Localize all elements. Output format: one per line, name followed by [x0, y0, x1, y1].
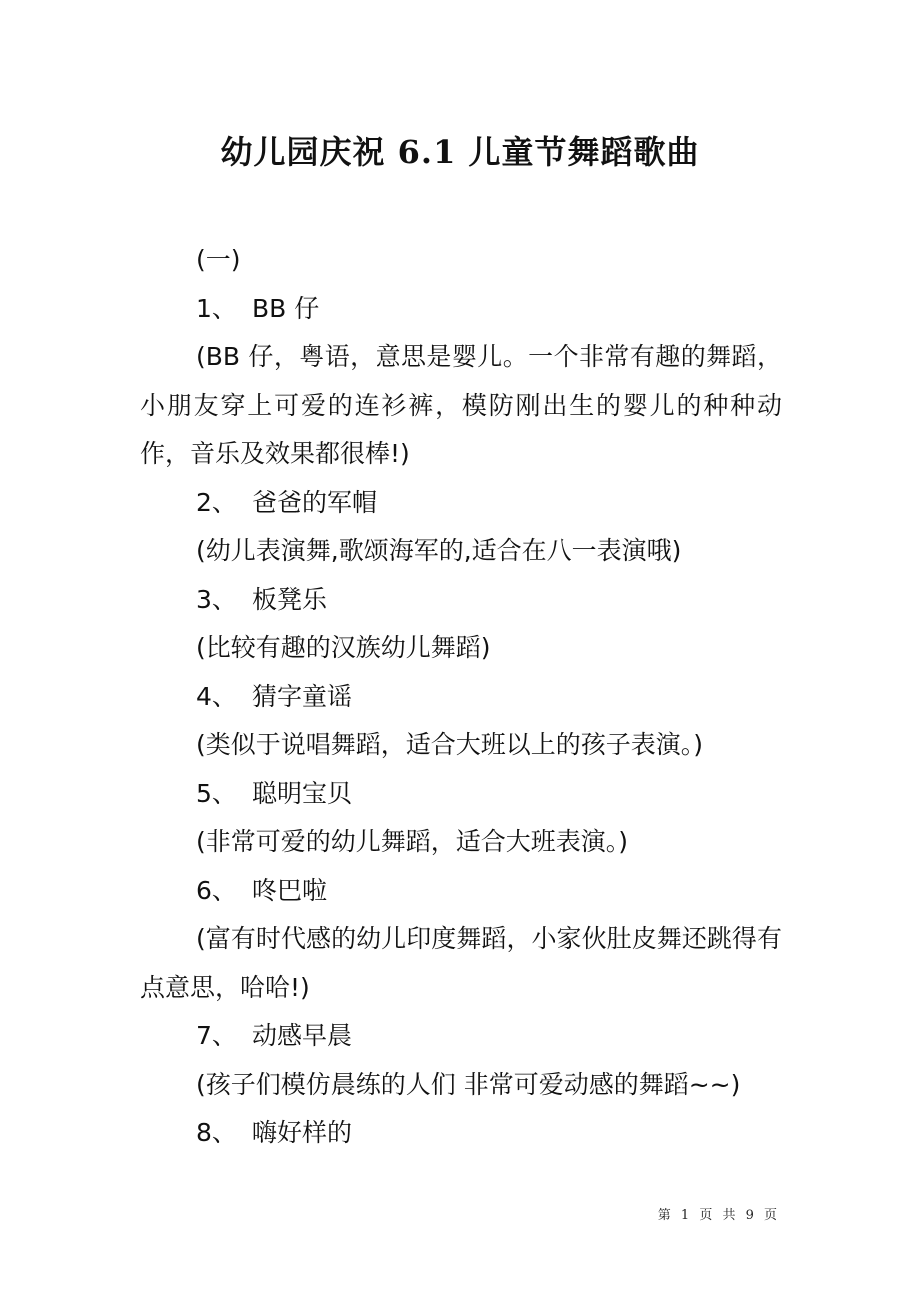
item-number: 2、 [196, 487, 237, 517]
item-description: (非常可爱的幼儿舞蹈，适合大班表演。) [196, 827, 629, 856]
item-description: (幼儿表演舞,歌颂海军的,适合在八一表演哦) [196, 536, 682, 565]
item-number: 8、 [196, 1118, 237, 1147]
item-name: 嗨好样的 [252, 1118, 353, 1147]
item-name: BB 仔 [252, 293, 320, 323]
section-label: (一) [196, 245, 241, 274]
item-description: (BB 仔，粤语，意思是婴儿。一个非常有趣的舞蹈，小朋友穿上可爱的连衫裤，模防刚出生的婴儿的种种动作，音乐及效果都很棒!) [140, 342, 782, 468]
item-number: 5、 [196, 778, 237, 808]
item-number: 6、 [196, 875, 237, 905]
item-name: 板凳乐 [252, 584, 328, 614]
item-name: 咚巴啦 [252, 875, 328, 905]
list-item-title [140, 1012, 782, 1061]
list-item-title [140, 479, 782, 528]
item-number: 7、 [196, 1021, 237, 1050]
item-number: 1、 [196, 293, 237, 323]
item-name: 聪明宝贝 [252, 778, 353, 808]
list-item-title [140, 285, 782, 334]
list-item-title [140, 867, 782, 916]
item-description: (比较有趣的汉族幼儿舞蹈) [196, 633, 491, 662]
document-body [140, 236, 782, 1158]
item-description: (类似于说唱舞蹈，适合大班以上的孩子表演。) [196, 730, 704, 759]
item-number: 3、 [196, 584, 237, 614]
item-description: (孩子们模仿晨练的人们 非常可爱动感的舞蹈~~) [196, 1069, 741, 1099]
item-description: (富有时代感的幼儿印度舞蹈，小家伙肚皮舞还跳得有点意思，哈哈!) [140, 924, 782, 1002]
page-footer: 第 1 页 共 9 页 [657, 1208, 780, 1223]
item-number: 4、 [196, 681, 237, 711]
item-name: 爸爸的军帽 [252, 487, 378, 517]
list-item-title [140, 673, 782, 722]
item-name: 动感早晨 [252, 1021, 353, 1050]
document-title: 幼儿园庆祝 6.1 儿童节舞蹈歌曲 [220, 133, 700, 171]
list-item-title [140, 1109, 782, 1158]
list-item-title [140, 576, 782, 625]
item-name: 猜字童谣 [252, 681, 353, 711]
list-item-title [140, 770, 782, 819]
